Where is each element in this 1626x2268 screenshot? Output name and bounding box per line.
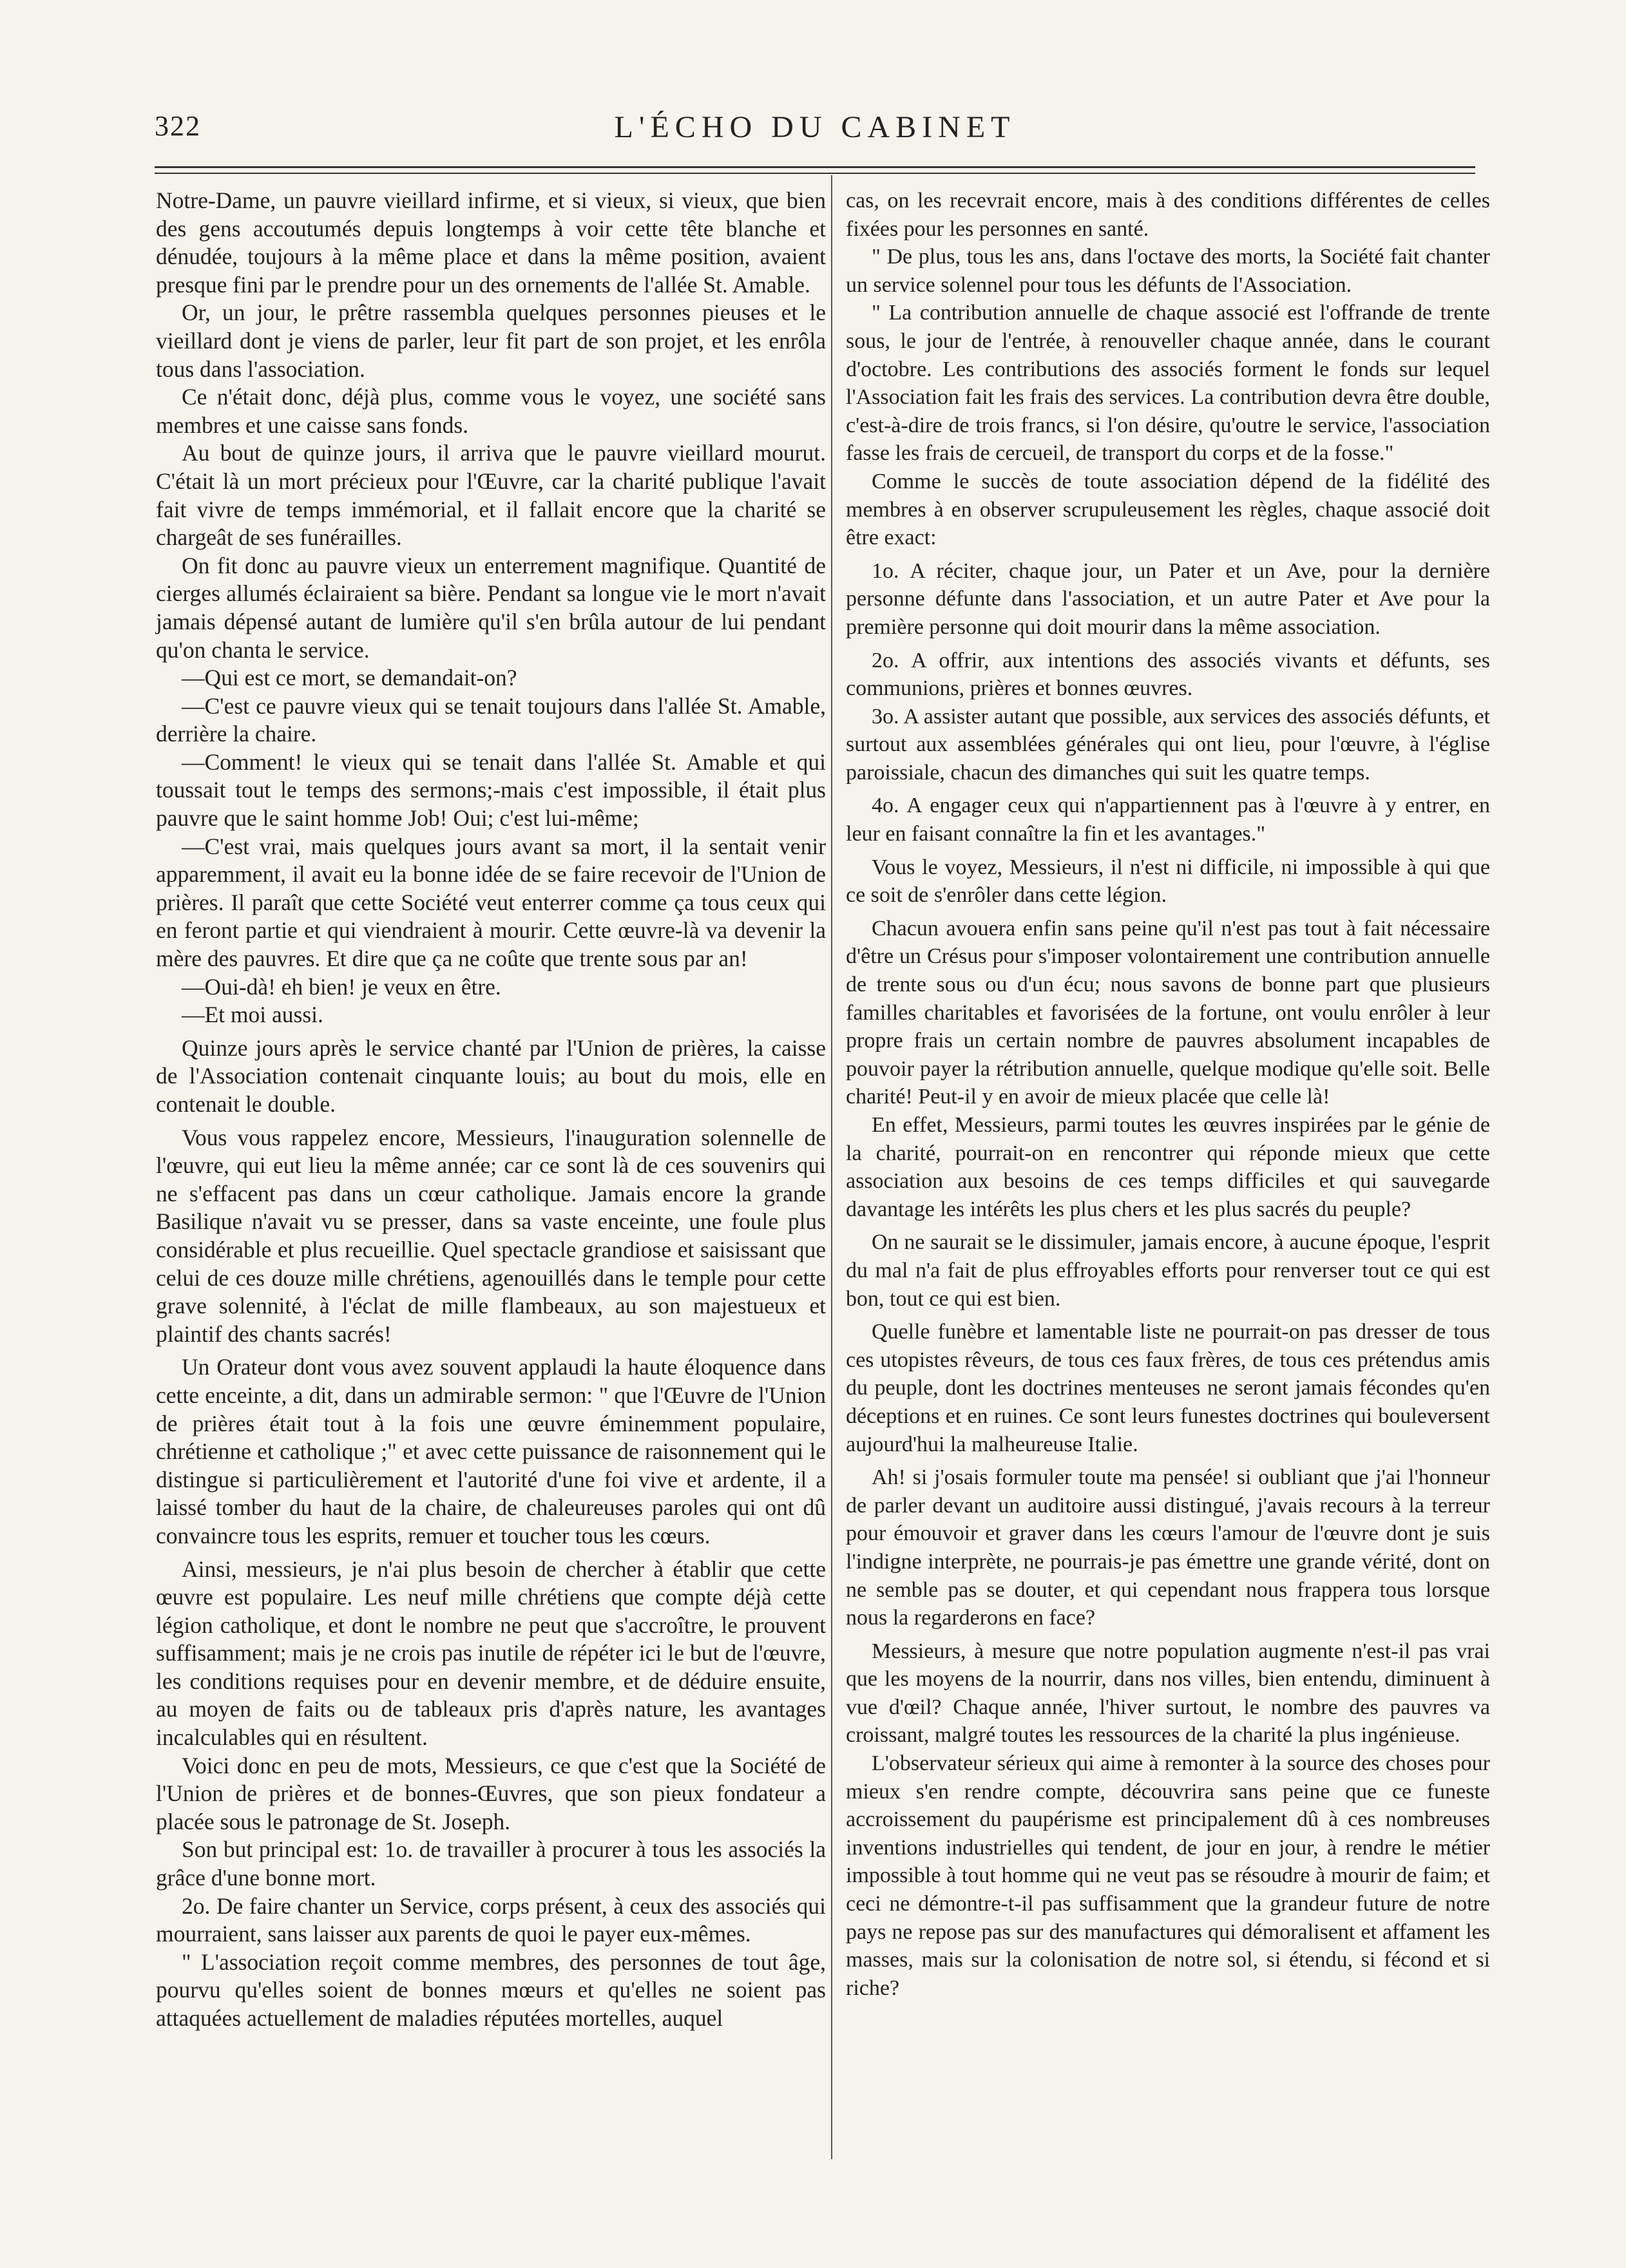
paragraph: 2o. De faire chanter un Service, corps présent, à ceux des associés qui mourraient, sans laisser aux parents de quoi le payer eux-mêmes. bbox=[156, 1892, 826, 1947]
paragraph: En effet, Messieurs, parmi toutes les œuvres inspirées par le génie de la charité, pourrait-on en rencontrer qui réponde mieux que cette association aux besoins de ces temps difficiles et qui sauvegarde davantage les intérêts les plus chers et les plus sacrés du peuple? bbox=[846, 1113, 1490, 1221]
paragraph: " La contribution annuelle de chaque associé est l'offrande de trente sous, le jour de l'entrée, à renouveller chaque année, dans le courant d'octobre. Les contributions des associés forment le fonds sur lequel l'Association fait les frais des services. La contribution devra être double, c'est-à-dire de trois francs, si l'on désire, qu'outre le service, l'association fasse les frais de cercueil, de transport du corps et de la fosse." bbox=[846, 301, 1490, 466]
running-title: L'ÉCHO DU CABINET bbox=[614, 110, 1016, 144]
paragraph: Vous vous rappelez encore, Messieurs, l'inauguration solennelle de l'œuvre, qui eut lieu la même année; car ce sont là de ces souvenirs qui ne s'effacent pas dans un cœur catholique. Jamais encore la grande Basilique n'avait vu se presser, dans sa vaste enceinte, une foule plus considérable et plus recueillie. Quel spectacle grandiose et saisissant que celui de ces douze mille chrétiens, agenouillés dans le temple pour cette grave solennité, à l'éclat de mille flambeaux, au son majestueux et plaintif des chants sacrés! bbox=[156, 1124, 826, 1347]
paragraph: Au bout de quinze jours, il arriva que le pauvre vieillard mourut. C'était là un mort précieux pour l'Œuvre, car la charité publique l'avait fait vivre de temps immémorial, et il fallait encore que la charité se chargeât de ses funérailles. bbox=[156, 440, 826, 551]
header-rule bbox=[155, 166, 1475, 168]
paragraph: On ne saurait se le dissimuler, jamais encore, à aucune époque, l'esprit du mal n'a fait de plus effroyables efforts pour renverser tout ce qui est bon, tout ce qui est bien. bbox=[846, 1230, 1490, 1311]
paragraph: —Oui-dà! eh bien! je veux en être. bbox=[182, 973, 501, 1000]
paragraph: Notre-Dame, un pauvre vieillard infirme, et si vieux, si vieux, que bien des gens accoutumés depuis longtemps à voir cette tête blanche et dénudée, toujours à la même place et dans la même position, avaient presque fini par le prendre pour un des ornements de l'allée St. Amable. bbox=[156, 187, 826, 298]
right-column bbox=[846, 187, 1490, 2002]
paragraph: Voici donc en peu de mots, Messieurs, ce que c'est que la Société de l'Union de prières et de bonnes-Œuvres, que son pieux fondateur a placée sous le patronage de St. Joseph. bbox=[156, 1752, 826, 1834]
paragraph: Ce n'était donc, déjà plus, comme vous le voyez, une société sans membres et une caisse sans fonds. bbox=[156, 384, 826, 438]
paragraph: L'observateur sérieux qui aime à remonter à la source des choses pour mieux s'en rendre compte, découvrira sans peine que ce funeste accroissement du paupérisme est principalement dû à ces nombreuses inventions industrielles qui tendent, de jour en jour, à rendre le métier impossible à tout homme qui ne veut pas se résoudre à mourir de faim; et ceci ne démontre-t-il pas suffisamment que la grandeur future de notre pays ne repose pas sur des manufactures qui démoralisent et affament les masses, mais sur la colonisation de notre sol, si étendu, si fécond et si riche? bbox=[846, 1751, 1490, 2000]
paragraph: 3o. A assister autant que possible, aux services des associés défunts, et surtout aux assemblées générales qui ont lieu, pour l'œuvre, à l'église paroissiale, chacun des dimanches qui suit les quatre temps. bbox=[846, 704, 1490, 785]
header-rule-thin bbox=[155, 173, 1475, 174]
paragraph: Comme le succès de toute association dépend de la fidélité des membres à en observer scrupuleusement les règles, chaque associé doit être exact: bbox=[846, 469, 1490, 550]
paragraph: —Et moi aussi. bbox=[182, 1002, 323, 1028]
paragraph: Messieurs, à mesure que notre population augmente n'est-il pas vrai que les moyens de la nourrir, dans nos villes, bien entendu, diminuent à vue d'œil? Chaque année, l'hiver surtout, le nombre des pauvres va croissant, malgré toutes les ressources de la charité la plus ingénieuse. bbox=[846, 1639, 1490, 1748]
paragraph: Vous le voyez, Messieurs, il n'est ni difficile, ni impossible à qui que ce soit de s'enrôler dans cette légion. bbox=[846, 855, 1490, 908]
paragraph: —C'est vrai, mais quelques jours avant sa mort, il la sentait venir apparemment, il avait eu la bonne idée de se faire recevoir de l'Union de prières. Il paraît que cette Société veut enterrer comme ça tous ceux qui en feront partie et qui viendraient à mourir. Cette œuvre-là va devenir la mère des pauvres. Et dire que ça ne coûte que trente sous par an! bbox=[156, 833, 826, 972]
paragraph: Quelle funèbre et lamentable liste ne pourrait-on pas dresser de tous ces utopistes rêveurs, de tous ces faux frères, de tous ces prétendus amis du peuple, dont les doctrines menteuses ne seront jamais fécondes qu'en déceptions et en ruines. Ce sont leurs funestes doctrines qui bouleversent aujourd'hui la malheureuse Italie. bbox=[846, 1320, 1490, 1456]
paragraph: 2o. A offrir, aux intentions des associés vivants et défunts, ses communions, prières et bonnes œuvres. bbox=[846, 648, 1490, 701]
page-header bbox=[155, 110, 1475, 161]
paragraph: Chacun avouera enfin sans peine qu'il n'est pas tout à fait nécessaire d'être un Crésus pour s'imposer volontairement une contribution annuelle de trente sous ou d'un écu; nous savons de bonne part que plusieurs familles charitables et favorisées de la fortune, ont voulu enrôler à leur propre frais un certain nombre de pauvres absolument incapables de pouvoir payer la rétribution annuelle, quelque modique qu'elle soit. Belle charité! Peut-il y en avoir de mieux placée que celle là! bbox=[846, 916, 1490, 1109]
paragraph: Quinze jours après le service chanté par l'Union de prières, la caisse de l'Association contenait cinquante louis; au bout du mois, elle en contenait le double. bbox=[156, 1034, 826, 1117]
page-number: 322 bbox=[155, 110, 201, 142]
paragraph: cas, on les recevrait encore, mais à des conditions différentes de celles fixées pour les personnes en santé. bbox=[846, 189, 1490, 241]
paragraph: Ainsi, messieurs, je n'ai plus besoin de chercher à établir que cette œuvre est populaire. Les neuf mille chrétiens que compte déjà cette légion catholique, et dont le nombre ne peut que s'accroître, le prouvent suffisamment; mais je ne crois pas inutile de répéter ici le but de l'œuvre, les conditions requises pour en devenir membre, et de déduire ensuite, au moyen de faits ou de tableaux pris d'après nature, les avantages incalculables qui en résultent. bbox=[156, 1556, 826, 1751]
paragraph: " L'association reçoit comme membres, des personnes de tout âge, pourvu qu'elles soient de bonnes mœurs et qu'elles ne soient pas attaquées actuellement de maladies réputées mortelles, auquel bbox=[156, 1949, 826, 2031]
left-column bbox=[156, 187, 826, 2033]
paragraph: " De plus, tous les ans, dans l'octave des morts, la Société fait chanter un service solennel pour tous les défunts de l'Association. bbox=[846, 245, 1490, 297]
paragraph: —C'est ce pauvre vieux qui se tenait toujours dans l'allée St. Amable, derrière la chaire. bbox=[156, 692, 826, 747]
paragraph: Ah! si j'osais formuler toute ma pensée! si oubliant que j'ai l'honneur de parler devant un auditoire aussi distingué, j'avais recours à la terreur pour émouvoir et graver dans les cœurs l'amour de l'œuvre dont je suis l'indigne interprète, ne pourrais-je pas émettre une grande vérité, dont on ne semble pas se douter, et qui cependant nous frappera tous lorsque nous la regarderons en face? bbox=[846, 1465, 1490, 1630]
paragraph: Or, un jour, le prêtre rassembla quelques personnes pieuses et le vieillard dont je viens de parler, leur fit part de son projet, et les enrôla tous dans l'association. bbox=[156, 300, 826, 382]
paragraph: 4o. A engager ceux qui n'appartiennent pas à l'œuvre à y entrer, en leur en faisant connaître la fin et les avantages." bbox=[846, 794, 1490, 846]
paragraph: 1o. A réciter, chaque jour, un Pater et un Ave, pour la dernière personne défunte dans l'association, et un autre Pater et Ave pour la première personne qui doit mourir dans la même association. bbox=[846, 558, 1490, 639]
paragraph: Un Orateur dont vous avez souvent applaudi la haute éloquence dans cette enceinte, a dit, dans un admirable sermon: " que l'Œuvre de l'Union de prières était tout à la fois une œuvre éminemment populaire, chrétienne et catholique ;" et avec cette puissance de raisonnement qui le distingue si particulièrement et l'autorité d'une foi vive et ardente, il a laissé tomber du haut de la chaire, de chaleureuses paroles qui ont dû convaincre tous les esprits, remuer et toucher tous les cœurs. bbox=[156, 1354, 826, 1549]
paragraph: —Comment! le vieux qui se tenait dans l'allée St. Amable et qui toussait tout le temps des sermons;-mais c'est impossible, il était plus pauvre que le saint homme Job! Oui; c'est lui-même; bbox=[156, 748, 826, 832]
paragraph: On fit donc au pauvre vieux un enterrement magnifique. Quantité de cierges allumés éclairaient sa bière. Pendant sa longue vie le mort n'avait jamais dépensé autant de lumière qu'il s'en brûla autour de lui pendant qu'on chanta le service. bbox=[156, 552, 826, 663]
paragraph: Son but principal est: 1o. de travailler à procurer à tous les associés la grâce d'une bonne mort. bbox=[156, 1836, 826, 1891]
column-divider bbox=[831, 175, 832, 2159]
paragraph: —Qui est ce mort, se demandait-on? bbox=[182, 665, 517, 691]
